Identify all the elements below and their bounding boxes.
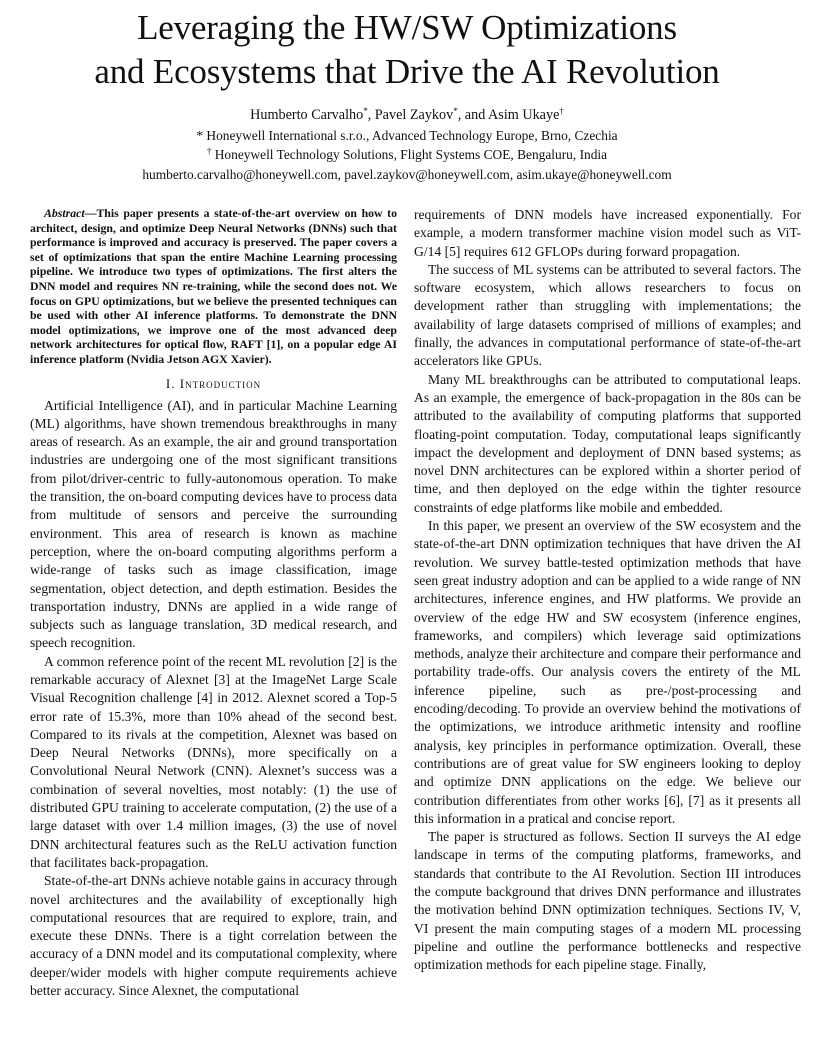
- paragraph: In this paper, we present an overview of the SW ecosystem and the state-of-the-art DNN optimization techniques that have driven the AI revolution. We survey battle-tested optimization methods that have seen great industry adoption and can be applied to a wide range of NN architectures, inference engines, and HW platforms. We provide an overview of the edge HW and SW ecosystem (inference engines, frameworks, and compilers) which leverage said optimizations methods, analyze their architecture and compare their performance and portability trade-offs. Our analysis covers the entirety of the ML inference pipeline, such as pre-/post-processing and encoding/decoding. To provide an overview behind the motivations of the optimizations, we introduce arithmetic intensity and roofline analysis, key principles in performance optimization. Overall, these contributions are of great value for SW engineers looking to deploy and optimize DNN applications on the edge. We believe our contribution differentiates from other works [6], [7] as it presents all this information in a pratical and concise report.: [414, 518, 801, 826]
- affiliation-mark: *: [196, 127, 204, 143]
- author-mark: *: [363, 106, 368, 116]
- right-column: [414, 206, 801, 974]
- abstract: [30, 206, 397, 367]
- paragraph: The success of ML systems can be attributed to several factors. The software ecosystem, which allows researchers to focus on development rather than struggling with implementations; the availability of large datasets comprised of millions of examples; and finally, the advances in computational performance of state-of-the-art accelerators like GPUs.: [414, 261, 801, 369]
- section-title: Introduction: [179, 375, 262, 391]
- author-emails: humberto.carvalho@honeywell.com, pavel.zaykov@honeywell.com, asim.ukaye@honeywell.com: [142, 166, 672, 182]
- affiliation-2: [0, 145, 814, 165]
- author-mark: *: [453, 106, 458, 116]
- author-name: Pavel Zaykov: [374, 107, 454, 123]
- abstract-label: Abstract: [44, 206, 85, 220]
- paragraph: Artificial Intelligence (AI), and in particular Machine Learning (ML) algorithms, have shown tremendous breakthroughs in many areas of research. As an example, the air and ground transportation industries are undergoing one of the most significant transitions from pilot/driver-centric to fully-autonomous operation. To make the transition, the on-board computing devices have to process data from multitude of sensors and perceive the surrounding environment. This area of research is known as machine perception, where the on-board computing algorithms perform a wide-range of tasks such as image classification, image segmentation, object detection, and depth estimation. Besides the transportation industry, DNNs are applied in a wide range of subjects such as language translation, 3D medical research, and speech recognition.: [30, 397, 397, 651]
- paragraph: A common reference point of the recent ML revolution [2] is the remarkable accuracy of Alexnet [3] at the ImageNet Large Scale Visual Recognition challenge [4] in 2012. Alexnet scored a Top-5 error rate of 15.3%, more than 10% ahead of the second best. Compared to its rivals at the competition, Alexnet was based on Deep Neural Networks (DNNs), more specifically on a Convolutional Neural Network (CNN). Alexnet’s success was a combination of several novelties, most notably: (1) the use of distributed GPU training to accelerate computation, (2) the use of a large dataset with over 1.4 million images, (3) the use of novel DNN architectural features such as the ReLU activation function that facilitates back-propagation.: [30, 653, 397, 870]
- author-name: Humberto Carvalho: [250, 107, 364, 123]
- paragraph: Many ML breakthroughs can be attributed to computational leaps. As an example, the emergence of back-propagation in the 80s can be attributed to the availability of computing platforms that supported floating-point computation. Today, computational leaps significantly impact the development and deployment of DNN based systems; as novel DNN architectures can be explored within a shorter period of time, and then deployed on the edge within the tighter resource constraints of edge platforms like mobile and embedded.: [414, 371, 801, 515]
- paragraph: State-of-the-art DNNs achieve notable gains in accuracy through novel architectures and the availability of exceptionally high computational resources that are required to explore, train, and execute these DNNs. There is a tight correlation between the accuracy of a DNN model and its computational complexity, where deeper/wider models with higher compute requirements achieve better accuracy. Since Alexnet, the computational: [30, 873, 397, 999]
- author-mark: †: [559, 106, 564, 116]
- abstract-text: This paper presents a state-of-the-art overview on how to architect, design, and optimize Deep Neural Networks (DNNs) such that performance is improved and accuracy is preserved. The paper covers a set of optimizations that span the entire Machine Learning processing pipeline. We introduce two types of optimizations. The first alters the DNN model and requires NN re-training, while the second does not. We focus on GPU optimizations, but we believe the presented techniques can be used with other AI inference platforms. To demonstrate the DNN model optimizations, we improve one of the most advanced deep network architectures for optical flow, RAFT [1], on a popular edge AI inference platform (Nvidia Jetson AGX Xavier).: [30, 206, 397, 366]
- affiliation-text: Honeywell International s.r.o., Advanced Technology Europe, Brno, Czechia: [203, 127, 618, 143]
- author-separator: ,: [367, 107, 375, 123]
- abstract-dash: —: [84, 206, 97, 220]
- paper-title: [0, 6, 814, 94]
- affiliation-text: Honeywell Technology Solutions, Flight Systems COE, Bengaluru, India: [211, 147, 608, 162]
- affiliation-1: [0, 126, 814, 146]
- author-names: [0, 106, 814, 126]
- title-line-1: Leveraging the HW/SW Optimizations: [137, 8, 677, 47]
- title-line-2: and Ecosystems that Drive the AI Revolution: [94, 52, 720, 91]
- paragraph-continuation: requirements of DNN models have increased exponentially. For example, a modern transformer machine vision model such as ViT-G/14 [5] requires 612 GFLOPs during forward propagation.: [414, 207, 801, 259]
- left-column: [30, 206, 397, 1000]
- affiliation-mark: †: [206, 146, 212, 156]
- author-separator: , and: [457, 107, 489, 123]
- paragraph: The paper is structured as follows. Section II surveys the AI edge landscape in terms of the computing platforms, frameworks, and standards that contribute to the AI Revolution. Section III introduces the compute background that drives DNN performance and illustrates the motivation behind DNN optimization techniques. Sections IV, V, VI present the main computing stages of a modern ML processing pipeline and outline the performance bottlenecks and respective optimization methods for each pipeline stage. Finally,: [414, 829, 801, 973]
- author-name: Asim Ukaye: [488, 107, 560, 123]
- author-block: [0, 106, 814, 184]
- section-number: I.: [165, 375, 180, 391]
- section-heading-introduction: [30, 375, 397, 393]
